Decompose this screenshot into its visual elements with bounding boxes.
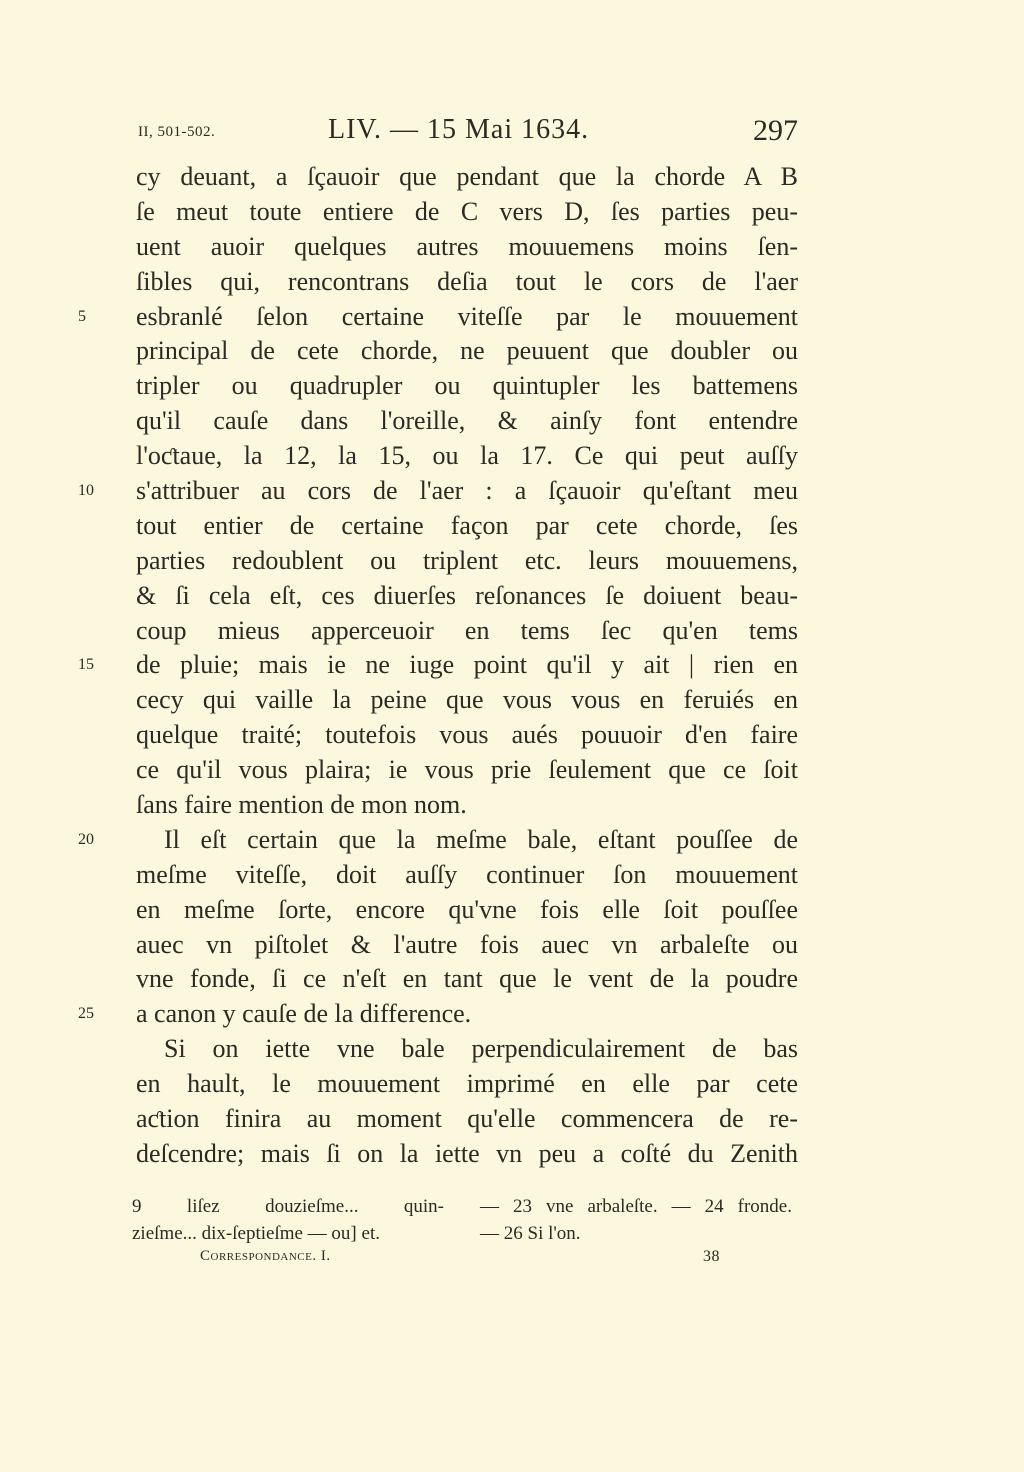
line-text: principal de cete chorde, ne peuuent que doubler ou (136, 336, 798, 366)
text-line (136, 544, 798, 579)
line-text: quelque traité; toutefois vous aués pouuoir d'en faire (136, 720, 798, 750)
text-line (136, 509, 798, 544)
line-text: vne fonde, ſi ce n'eſt en tant que le vent de la poudre (136, 964, 798, 994)
line-text: s'attribuer au cors de l'aer : a ſçauoir qu'eſtant meu (136, 476, 798, 506)
line-text: auec vn piſtolet & l'autre fois auec vn arbaleſte ou (136, 929, 798, 959)
text-line (136, 579, 798, 614)
text-line (136, 1032, 798, 1067)
line-text: qu'il cauſe dans l'oreille, & ainſy font entendre (136, 406, 798, 436)
body-text (78, 160, 798, 1172)
line-text: meſme viteſſe, doit auſſy continuer ſon mouuement (136, 859, 798, 889)
line-text: ſans faire mention de mon nom. (136, 790, 467, 820)
line-number: 25 (78, 1005, 94, 1023)
text-line (136, 893, 798, 928)
text-line (136, 265, 798, 300)
text-line (136, 614, 798, 649)
line-text: parties redoublent ou triplent etc. leurs mouuemens, (136, 545, 798, 575)
line-text: cecy qui vaille la peine que vous vous en feruiés en (136, 685, 798, 715)
volume-label: Correspondance. I. (200, 1248, 331, 1264)
line-text: en meſme ſorte, encore qu'vne fois elle ſoit pouſſee (136, 894, 798, 924)
footnote-line: — 23 vne arbaleſte. — 24 fronde. (480, 1196, 792, 1217)
text-line (136, 718, 798, 753)
footnote-line: — 26 Si l'on. (480, 1223, 581, 1244)
line-text: a canon y cauſe de la difference. (136, 999, 472, 1029)
page-footer (200, 1248, 720, 1272)
footnotes-right-column (480, 1193, 792, 1247)
line-number: 20 (78, 830, 94, 848)
text-line (136, 928, 798, 963)
line-text: ce qu'il vous plaira; ie vous prie ſeulement que ce ſoit (136, 755, 798, 785)
footnotes-left-column (132, 1193, 444, 1247)
text-line (136, 1102, 798, 1137)
footnote-line: 9 liſez douzieſme... quin- (132, 1196, 444, 1217)
text-line (136, 195, 798, 230)
text-line (78, 997, 798, 1032)
line-number: 10 (78, 482, 94, 500)
line-text: ſibles qui, rencontrans deſia tout le cors de l'aer (136, 266, 798, 296)
line-text: Il eſt certain que la meſme bale, eſtant pouſſee de (164, 824, 798, 854)
text-line (136, 160, 798, 195)
text-line (136, 1067, 798, 1102)
signature-mark: 38 (703, 1248, 720, 1265)
footnote-line: zieſme... dix-ſeptieſme — ou] et. (132, 1223, 380, 1244)
text-line (78, 823, 798, 858)
line-text: Si on iette vne bale perpendiculairement de bas (164, 1034, 798, 1064)
line-text: deſcendre; mais ſi on la iette vn peu a coſté du Zenith (136, 1138, 798, 1168)
running-head (138, 114, 798, 154)
line-text: tripler ou quadrupler ou quintupler les battemens (136, 371, 798, 401)
text-line (136, 858, 798, 893)
line-number: 5 (78, 307, 86, 325)
line-text: & ſi cela eſt, ces diuerſes reſonances ſe doiuent beau- (136, 580, 798, 610)
line-text: tout entier de certaine façon par cete chorde, ſes (136, 510, 798, 540)
line-text: en hault, le mouuement imprimé en elle par cete (136, 1069, 798, 1099)
line-text: uent auoir quelques autres mouuemens moins ſen- (136, 231, 798, 261)
text-line (136, 404, 798, 439)
line-text: coup mieus apperceuoir en tems ſec qu'en tems (136, 615, 798, 645)
text-line (136, 962, 798, 997)
line-text: esbranlé ſelon certaine viteſſe par le mouuement (136, 301, 798, 331)
text-line (136, 1137, 798, 1172)
line-text: aƈtion finira au moment qu'elle commencera de re- (136, 1104, 798, 1134)
line-text: ſe meut toute entiere de C vers D, ſes parties peu- (136, 196, 798, 226)
text-line (136, 683, 798, 718)
page-number: 297 (753, 114, 798, 147)
line-number: 15 (78, 656, 94, 674)
page-reference: II, 501-502. (138, 124, 216, 140)
text-line (136, 334, 798, 369)
text-line (78, 648, 798, 683)
text-line (78, 300, 798, 335)
text-line (136, 439, 798, 474)
line-text: de pluie; mais ie ne iuge point qu'il y ait | rien en (136, 650, 798, 680)
text-line (136, 788, 798, 823)
line-text: cy deuant, a ſçauoir que pendant que la chorde A B (136, 162, 798, 191)
line-text: l'oƈtaue, la 12, la 15, ou la 17. Ce qui peut auſſy (136, 441, 798, 471)
text-line (136, 230, 798, 265)
text-line (136, 369, 798, 404)
text-line (136, 753, 798, 788)
letter-title: LIV. — 15 Mai 1634. (328, 114, 590, 145)
text-line (78, 474, 798, 509)
